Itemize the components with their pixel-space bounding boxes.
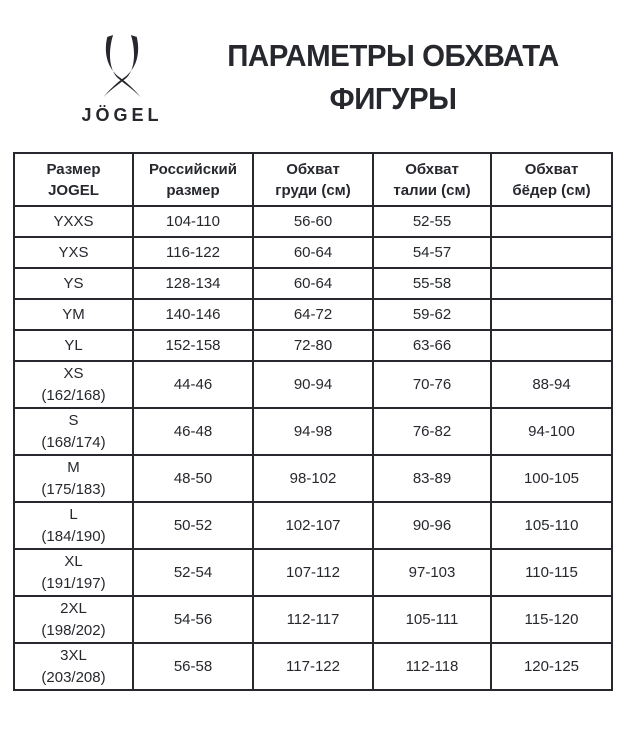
size-height-note: (162/168) [41,386,106,404]
waist-cell: 63-66 [373,330,491,361]
size-label: XL [64,552,83,570]
size-label: YL [64,337,83,354]
column-header-chest [253,153,373,206]
table-row [14,549,612,596]
column-header-line1: Обхват [286,160,340,178]
table-row [14,268,612,299]
size-cell [14,237,133,268]
size-cell [14,643,133,690]
hips-cell: 120-125 [491,643,612,690]
russian-size-cell: 56-58 [133,643,253,690]
waist-cell: 105-111 [373,596,491,643]
size-cell [14,268,133,299]
size-label: M [67,458,80,476]
column-header-line2: груди (см) [275,181,351,199]
column-header-line2: бёдер (см) [512,181,591,199]
table-row [14,237,612,268]
size-parameters-table [13,152,613,691]
waist-cell: 55-58 [373,268,491,299]
size-label: S [68,411,79,429]
waist-cell: 83-89 [373,455,491,502]
column-header-russian-size [133,153,253,206]
waist-cell: 54-57 [373,237,491,268]
table-header-row [14,153,612,206]
size-label: YXS [58,244,89,261]
size-cell [14,502,133,549]
hips-cell [491,268,612,299]
russian-size-cell: 128-134 [133,268,253,299]
chest-cell: 94-98 [253,408,373,455]
size-label: YS [63,275,84,292]
table-row [14,502,612,549]
column-header-line2: JOGEL [48,181,99,199]
hips-cell [491,330,612,361]
size-cell [14,206,133,237]
table-row [14,299,612,330]
page-title-line1: ПАРАМЕТРЫ ОБХВАТА [227,38,559,74]
size-cell [14,596,133,643]
waist-cell: 112-118 [373,643,491,690]
hips-cell: 115-120 [491,596,612,643]
column-header-line1: Размер [46,160,101,178]
jogel-wordmark: JÖGEL [81,104,163,125]
hips-cell: 110-115 [491,549,612,596]
column-header-line1: Обхват [405,160,459,178]
russian-size-cell: 140-146 [133,299,253,330]
size-cell [14,549,133,596]
jogel-logo [56,31,188,126]
chest-cell: 60-64 [253,237,373,268]
waist-cell: 76-82 [373,408,491,455]
table-row [14,643,612,690]
waist-cell: 70-76 [373,361,491,408]
chest-cell: 90-94 [253,361,373,408]
size-cell [14,330,133,361]
russian-size-cell: 52-54 [133,549,253,596]
size-cell [14,408,133,455]
russian-size-cell: 152-158 [133,330,253,361]
waist-cell: 59-62 [373,299,491,330]
chest-cell: 64-72 [253,299,373,330]
russian-size-cell: 48-50 [133,455,253,502]
size-label: YM [62,306,85,323]
size-cell [14,361,133,408]
chest-cell: 56-60 [253,206,373,237]
size-height-note: (168/174) [41,433,106,451]
waist-cell: 90-96 [373,502,491,549]
size-label: YXXS [53,213,94,230]
table-row [14,408,612,455]
table-row [14,330,612,361]
column-header-line2: размер [166,181,220,199]
chest-cell: 98-102 [253,455,373,502]
russian-size-cell: 104-110 [133,206,253,237]
chest-cell: 112-117 [253,596,373,643]
chest-cell: 102-107 [253,502,373,549]
size-height-note: (175/183) [41,480,106,498]
brand-header [0,0,624,152]
column-header-size [14,153,133,206]
size-cell [14,299,133,330]
russian-size-cell: 46-48 [133,408,253,455]
size-label: 3XL [60,646,87,664]
chest-cell: 107-112 [253,549,373,596]
table-row [14,455,612,502]
waist-cell: 97-103 [373,549,491,596]
table-body [14,206,612,690]
column-header-hips [491,153,612,206]
column-header-line1: Обхват [524,160,579,178]
size-height-note: (191/197) [41,574,106,592]
size-label: L [69,505,78,523]
chest-cell: 60-64 [253,268,373,299]
table-row [14,361,612,408]
column-header-line1: Российский [148,160,237,178]
jogel-emblem-icon [90,31,154,103]
size-height-note: (203/208) [41,668,106,686]
column-header-waist [373,153,491,206]
size-label: 2XL [60,599,87,617]
size-label: XS [63,364,84,382]
russian-size-cell: 44-46 [133,361,253,408]
size-height-note: (184/190) [41,527,106,545]
page-title-line2: ФИГУРЫ [329,81,457,116]
russian-size-cell: 50-52 [133,502,253,549]
size-height-note: (198/202) [41,621,106,639]
table-row [14,206,612,237]
hips-cell: 100-105 [491,455,612,502]
hips-cell: 105-110 [491,502,612,549]
page-title [198,35,588,121]
hips-cell [491,299,612,330]
waist-cell: 52-55 [373,206,491,237]
column-header-line2: талии (см) [393,181,471,199]
hips-cell [491,237,612,268]
hips-cell: 88-94 [491,361,612,408]
chest-cell: 117-122 [253,643,373,690]
hips-cell: 94-100 [491,408,612,455]
table-row [14,596,612,643]
russian-size-cell: 116-122 [133,237,253,268]
size-cell [14,455,133,502]
chest-cell: 72-80 [253,330,373,361]
hips-cell [491,206,612,237]
russian-size-cell: 54-56 [133,596,253,643]
